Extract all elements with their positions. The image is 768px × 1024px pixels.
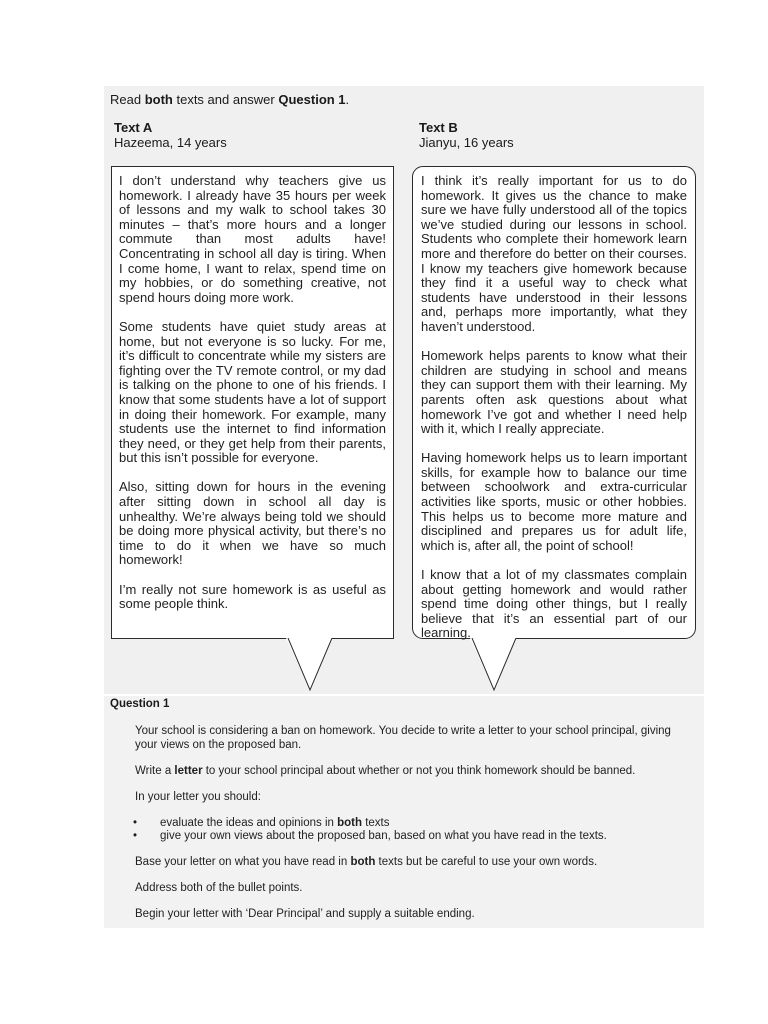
question-instruction: In your letter you should: — [135, 790, 261, 803]
text-a-author: Hazeema, 14 years — [114, 135, 227, 150]
question-context: Your school is considering a ban on homework. You decide to write a letter to your school principal, giving your views on the proposed ban. — [135, 725, 671, 751]
question-guidance: Base your letter on what you have read in both texts but be careful to use your own words. — [135, 856, 598, 868]
text-a-paragraph: Also, sitting down for hours in the evening after sitting down in school all day is unhealthy. We’re always being told we should be doing more physical activity, but there’s no time to do it when we have so much homework! — [119, 479, 386, 568]
bullet-item: • evaluate the ideas and opinions in both texts — [133, 816, 390, 829]
text-b-paragraph: I think it’s really important for us to do homework. It gives us the chance to make sure we have fully understood all of the topics we’ve studied during our lessons in school. Students who complete their homework learn more and therefore do better on their courses. I know my teachers give homework because they find it a useful way to check what students have understood in their lessons and, perhaps more importantly, what they haven’t understood. — [421, 173, 687, 334]
text-b-paragraph: Homework helps parents to know what their children are studying in school and means they can support them with their learning. My parents often ask questions about what homework I’ve got and whether I need help with it, which I really appreciate. — [421, 348, 687, 437]
text-b-speech-bubble — [412, 166, 696, 639]
bullet-list — [135, 817, 695, 844]
speech-tail-b — [468, 638, 518, 692]
question-heading: Question 1 — [110, 698, 170, 710]
text-a-paragraph: I don’t understand why teachers give us homework. I already have 35 hours per week of lessons and my walk to school takes 30 minutes – that’s more hours and a longer commute than most adults have! Concentrating in school all day is tiring. When I come home, I want to relax, spend time on my hobbies, or do something creative, not spend hours doing more work. — [119, 173, 386, 305]
speech-tail-a — [284, 638, 334, 692]
text-a-paragraph: Some students have quiet study areas at home, but not everyone is so lucky. For me, it’s difficult to concentrate while my sisters are fighting over the TV remote control, or my dad is talking on the phone to one of his friends. I know that some students have a lot of support in doing their homework. For example, many students use the internet to find information they need, or they get help from their parents, but this isn’t possible for everyone. — [119, 318, 386, 466]
text-a-header — [114, 120, 227, 150]
question-body — [135, 725, 695, 934]
text-b-paragraph: I know that a lot of my classmates complain about getting homework and would rather spend time doing other things, but I really believe that it’s an essential part of our learning. — [421, 567, 687, 641]
text-b-header — [419, 120, 514, 150]
question-guidance: Address both of the bullet points. — [135, 882, 303, 894]
text-b-paragraph: Having homework helps us to learn important skills, for example how to balance our time between schoolwork and extra-curricular activities like sports, music or other hobbies. This helps us to become more mature and disciplined and prepares us for adult life, which is, after all, the point of school! — [421, 450, 687, 553]
text-b-title: Text B — [419, 120, 458, 135]
text-a-speech-bubble — [111, 166, 394, 639]
question-guidance: Begin your letter with ‘Dear Principal’ and supply a suitable ending. — [135, 908, 475, 920]
text-a-paragraph: I’m really not sure homework is as useful as some people think. — [119, 581, 386, 612]
text-b-author: Jianyu, 16 years — [419, 135, 514, 150]
bullet-item: • give your own views about the proposed ban, based on what you have read in the texts. — [133, 830, 607, 842]
question-task: Write a letter to your school principal about whether or not you think homework should be banned. — [135, 764, 636, 777]
instructions: Read both texts and answer Question 1. — [110, 92, 350, 107]
text-a-title: Text A — [114, 120, 153, 135]
